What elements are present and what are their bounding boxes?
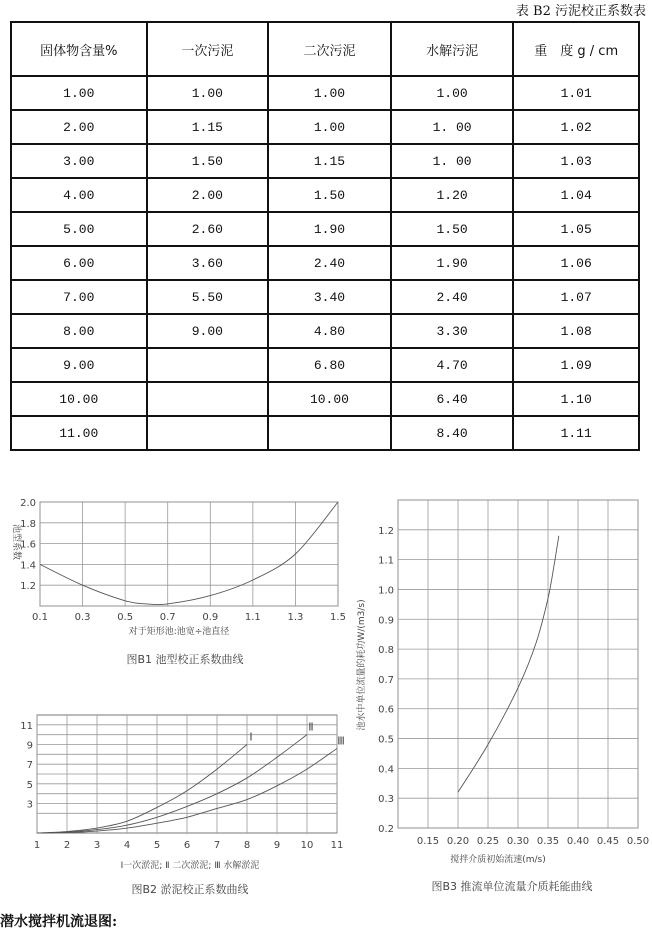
x-tick-label: 1.1 — [244, 612, 261, 623]
x-tick-label: 1.3 — [287, 612, 304, 623]
table-cell — [268, 416, 391, 450]
y-tick-label: 7 — [26, 760, 33, 772]
header-cell: 水解污泥 — [391, 22, 514, 76]
x-tick-label: 6 — [183, 840, 191, 851]
y-tick-label: 0.6 — [378, 704, 394, 716]
table-cell: 6.00 — [11, 246, 147, 280]
x-tick-label: 0.9 — [202, 612, 219, 623]
table-cell: 4.00 — [11, 178, 147, 212]
y-tick-label: 11 — [20, 720, 33, 732]
table-cell: 1.06 — [513, 246, 639, 280]
table-cell: 1.50 — [268, 178, 391, 212]
footer-text: 潜水搅拌机流退图: — [0, 914, 118, 930]
table-cell: 7.00 — [11, 280, 147, 314]
table-cell — [147, 416, 269, 450]
table-cell: 1.90 — [268, 212, 391, 246]
y-tick-label: 1.6 — [20, 539, 36, 551]
table-cell: 1.07 — [513, 280, 639, 314]
series-line — [458, 536, 559, 792]
table-row — [11, 314, 639, 348]
header-cell: 一次污泥 — [147, 22, 269, 76]
table-cell: 4.70 — [391, 348, 514, 382]
table-cell: 6.80 — [268, 348, 391, 382]
x-tick-label: 8 — [243, 840, 251, 851]
table-cell: 2.40 — [391, 280, 514, 314]
table-cell: 11.00 — [11, 416, 147, 450]
x-tick-label: 3 — [93, 840, 101, 851]
table-cell: 2.00 — [11, 110, 147, 144]
table-caption: 表 B2 污泥校正系数表 — [515, 4, 646, 19]
x-tick-label: 11 — [330, 840, 344, 851]
table-row — [11, 246, 639, 280]
series-line — [37, 745, 247, 834]
table-cell: 1.11 — [513, 416, 639, 450]
y-tick-label: 1.1 — [378, 555, 394, 567]
figure-b2-chart — [0, 705, 350, 905]
header-cell: 二次污泥 — [268, 22, 391, 76]
table-cell: 1.10 — [513, 382, 639, 416]
table-row — [11, 110, 639, 144]
x-tick-label: 9 — [273, 840, 281, 851]
series-label: Ⅰ — [249, 730, 253, 744]
x-tick-label: 0.1 — [32, 612, 48, 623]
y-tick-label: 1.2 — [20, 581, 36, 593]
table-cell: 10.00 — [11, 382, 147, 416]
y-tick-label: 0.4 — [378, 764, 394, 776]
x-axis-label: 搅拌介质初始流速(m/s) — [450, 855, 546, 865]
y-tick-label: 0.7 — [378, 674, 394, 686]
table-cell: 2.60 — [147, 212, 269, 246]
x-tick-label: 1.5 — [330, 612, 346, 623]
x-tick-label: 0.20 — [446, 836, 470, 847]
y-tick-label: 3 — [26, 799, 33, 811]
series-label: Ⅲ — [337, 734, 345, 748]
x-tick-label: 10 — [300, 840, 314, 851]
table-cell: 1.00 — [11, 76, 147, 110]
x-tick-label: 0.15 — [416, 836, 440, 847]
table-cell: 9.00 — [11, 348, 147, 382]
table-row — [11, 178, 639, 212]
x-tick-label: 0.45 — [596, 836, 620, 847]
y-axis-label: 池水中单位流量的耗功W/(m3/s) — [357, 599, 367, 731]
table-cell: 1.01 — [513, 76, 639, 110]
table-cell: 1.08 — [513, 314, 639, 348]
table-row — [11, 280, 639, 314]
x-tick-label: 0.7 — [159, 612, 176, 623]
table-cell — [147, 348, 269, 382]
table-cell: 1.50 — [147, 144, 269, 178]
table-cell: 2.00 — [147, 178, 269, 212]
table-row — [11, 144, 639, 178]
table-cell: 1.50 — [391, 212, 514, 246]
table-cell: 1.15 — [268, 144, 391, 178]
table-cell: 1.05 — [513, 212, 639, 246]
y-tick-label: 0.8 — [378, 645, 394, 657]
table-cell: 3.00 — [11, 144, 147, 178]
table-cell: 9.00 — [147, 314, 269, 348]
table-cell: 1.04 — [513, 178, 639, 212]
x-tick-label: 2 — [63, 840, 71, 851]
table-row — [11, 76, 639, 110]
x-tick-label: 4 — [123, 840, 131, 851]
table-cell — [147, 382, 269, 416]
table-cell: 10.00 — [268, 382, 391, 416]
y-tick-label: 0.9 — [378, 615, 394, 627]
table-row — [11, 382, 639, 416]
series-line — [40, 502, 338, 605]
table-cell: 1. 00 — [391, 144, 514, 178]
y-tick-label: 1.0 — [378, 585, 394, 597]
chart-title: 图B2 淤泥校正系数曲线 — [131, 883, 249, 896]
table-cell: 5.50 — [147, 280, 269, 314]
y-tick-label: 0.5 — [378, 734, 394, 746]
table-cell: 1.00 — [147, 76, 269, 110]
y-tick-label: 5 — [26, 779, 33, 791]
x-tick-label: 0.50 — [626, 836, 650, 847]
header-cell: 重 度 g / cm — [513, 22, 639, 76]
sludge-correction-table — [10, 21, 640, 451]
table-row — [11, 348, 639, 382]
table-row — [11, 416, 639, 450]
chart-title: 图B1 池型校正系数曲线 — [126, 653, 244, 666]
table-cell: 1.03 — [513, 144, 639, 178]
y-tick-label: 0.3 — [378, 794, 394, 806]
table-cell: 3.40 — [268, 280, 391, 314]
y-tick-label: 1.4 — [20, 560, 36, 572]
table-cell: 3.30 — [391, 314, 514, 348]
table-cell: 1.15 — [147, 110, 269, 144]
y-axis-label: 池型系数 — [11, 523, 21, 561]
table-cell: 8.00 — [11, 314, 147, 348]
table-cell: 2.40 — [268, 246, 391, 280]
series-label: Ⅱ — [308, 720, 314, 734]
x-tick-label: 0.30 — [506, 836, 530, 847]
table-cell: 1. 00 — [391, 110, 514, 144]
table-cell: 1.00 — [268, 110, 391, 144]
table-cell: 4.80 — [268, 314, 391, 348]
table-cell: 5.00 — [11, 212, 147, 246]
table-cell: 1.90 — [391, 246, 514, 280]
table-cell: 1.02 — [513, 110, 639, 144]
x-tick-label: 0.5 — [117, 612, 134, 623]
table-cell: 8.40 — [391, 416, 514, 450]
table-header-row — [11, 22, 639, 76]
table-row — [11, 212, 639, 246]
y-tick-label: 2.0 — [20, 498, 36, 509]
chart-title: 图B3 推流单位流量介质耗能曲线 — [431, 880, 593, 893]
table-cell: 1.09 — [513, 348, 639, 382]
x-tick-label: 5 — [153, 840, 161, 851]
table-cell: 6.40 — [391, 382, 514, 416]
table-cell: 3.60 — [147, 246, 269, 280]
chart-legend: Ⅰ一次淤泥; Ⅱ 二次淤泥; Ⅲ 水解淤泥 — [120, 861, 260, 871]
x-tick-label: 0.40 — [566, 836, 590, 847]
figure-b3-chart — [350, 490, 650, 905]
figure-b1-chart — [0, 490, 350, 680]
y-tick-label: 9 — [26, 740, 33, 752]
x-tick-label: 0.35 — [536, 836, 560, 847]
header-cell: 固体物含量% — [11, 22, 147, 76]
x-tick-label: 1 — [33, 840, 41, 851]
y-tick-label: 1.2 — [378, 525, 394, 537]
x-axis-label: 对于矩形池:池宽÷池直径 — [128, 627, 230, 637]
plot-frame — [40, 502, 338, 606]
table-cell: 1.20 — [391, 178, 514, 212]
table-cell: 1.00 — [268, 76, 391, 110]
y-tick-label: 0.2 — [378, 824, 394, 835]
y-tick-label: 1.8 — [20, 518, 36, 530]
x-tick-label: 0.3 — [74, 612, 91, 623]
x-tick-label: 7 — [213, 840, 221, 851]
x-tick-label: 0.25 — [476, 836, 500, 847]
table-cell: 1.00 — [391, 76, 514, 110]
